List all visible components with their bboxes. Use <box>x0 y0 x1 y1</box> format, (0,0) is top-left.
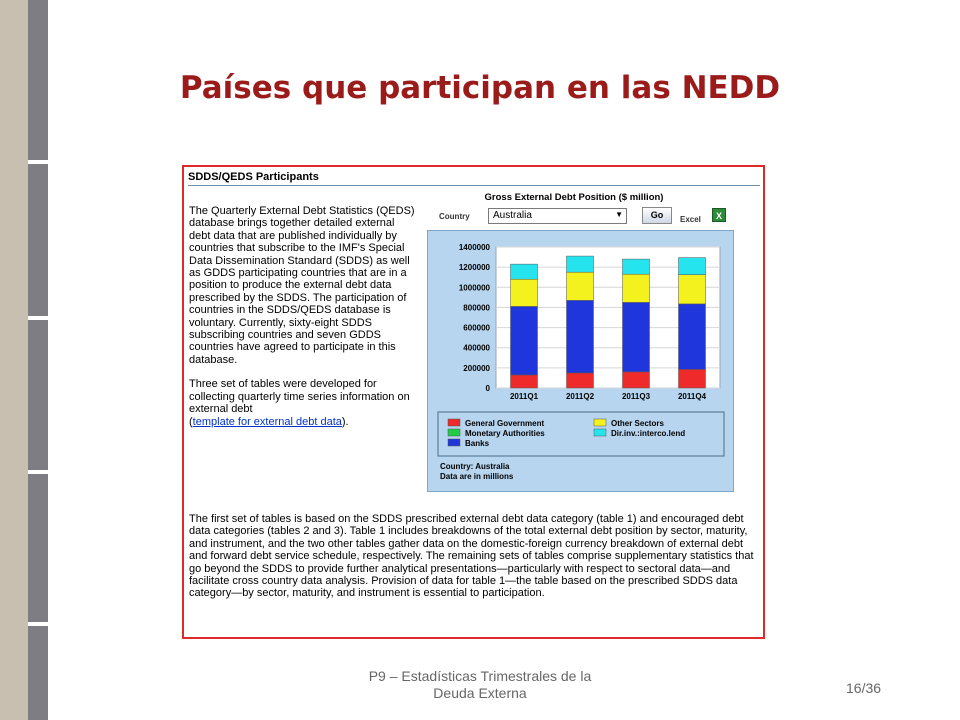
sidebar-divider <box>28 470 48 474</box>
y-tick-label: 600000 <box>463 323 490 333</box>
link-paren-close: ). <box>341 415 349 428</box>
sidebar-divider <box>28 160 48 164</box>
country-select[interactable] <box>488 208 627 224</box>
sidebar-divider <box>28 622 48 626</box>
x-tick-label: 2011Q1 <box>509 392 539 401</box>
sidebar-bar <box>28 0 48 720</box>
bar-segment <box>623 274 650 302</box>
chart-panel <box>427 230 734 492</box>
y-tick-label: 1000000 <box>458 283 490 293</box>
x-tick-label: 2011Q2 <box>565 392 595 401</box>
y-tick-label: 800000 <box>463 303 490 313</box>
slide-title: Países que participan en las NEDD <box>179 70 781 106</box>
panel-heading: SDDS/QEDS Participants <box>188 171 760 186</box>
template-link[interactable]: template for external debt data <box>192 415 342 428</box>
bar-segment <box>679 275 706 304</box>
legend-label: Other Sectors <box>611 419 664 428</box>
bar-segment <box>623 259 650 274</box>
legend-swatch <box>448 419 460 426</box>
link-paren-open: ( <box>189 415 193 428</box>
chart-title: Gross External Debt Position ($ million) <box>484 192 664 203</box>
excel-icon[interactable]: X <box>712 208 726 222</box>
body-text: The first set of tables is based on the SDDS prescribed external debt data category (table 1) and encouraged debt data categories (tables 2 and 3). Table 1 includes breakdowns of the total external debt position by sector, maturity, and instrument, and the two other tables gather data on the domestic-foreign currency breakdown of external debt and forward debt service schedule, respectively. The remaining sets of tables comprise supplementary statistics that go beyond the SDDS to provide further analytical presentations—particularly with respect to sectoral data—and facilitate cross country data analysis. Provision of data for table 1—the table based on the prescribed SDDS data category—by sector, maturity, and instrument is essential to participation. <box>189 513 754 600</box>
page-number: 16/36 <box>846 680 882 696</box>
intro-paragraph-tables <box>189 378 417 428</box>
legend-label: Dir.inv.:interco.lend <box>611 429 686 438</box>
legend-label: Monetary Authorities <box>465 429 545 438</box>
chart-svg <box>428 231 735 493</box>
legend-swatch <box>594 429 606 436</box>
y-tick-label: 1400000 <box>458 243 490 252</box>
legend-swatch <box>448 439 460 446</box>
intro-text <box>189 205 417 440</box>
y-tick-label: 400000 <box>463 343 490 353</box>
bar-segment <box>623 302 650 371</box>
y-tick-label: 1200000 <box>458 263 490 273</box>
footer-caption-line1: P9 – Estadísticas Trimestrales de la <box>368 668 592 684</box>
country-label: Country <box>439 212 470 221</box>
legend-swatch <box>448 429 460 436</box>
slide-sidebar-decoration <box>0 0 48 720</box>
chart-note-units: Data are in millions <box>440 472 514 481</box>
bar-segment <box>567 272 594 300</box>
footer-caption-line2: Deuda Externa <box>433 685 527 701</box>
bar-segment <box>679 258 706 275</box>
bar-segment <box>511 264 538 279</box>
excel-label[interactable]: Excel <box>680 215 701 224</box>
bar-segment <box>567 300 594 373</box>
bar-segment <box>511 279 538 306</box>
bar-segment <box>511 306 538 374</box>
y-tick-label: 200000 <box>463 363 490 373</box>
legend-swatch <box>594 419 606 426</box>
legend-label: General Government <box>465 419 545 428</box>
legend-label: Banks <box>465 439 490 448</box>
country-select-value: Australia <box>493 210 532 221</box>
bar-segment <box>567 256 594 272</box>
go-button[interactable]: Go <box>642 207 672 224</box>
bar-segment <box>623 372 650 388</box>
chevron-down-icon: ▼ <box>615 210 623 219</box>
intro-paragraph: The Quarterly External Debt Statistics (QEDS) database brings together detailed external debt data that are published individually by countries that subscribe to the IMF's Special Data Dissemination Standard (SDDS) as well as GDDS participating countries that are in a position to produce the external debt data prescribed by the SDDS. The participation of countries in the SDDS/QEDS database is voluntary. Currently, sixty-eight SDDS subscribing countries and seven GDDS countries have agreed to participate in this database. <box>189 205 415 366</box>
intro-paragraph-2: Three set of tables were developed for collecting quarterly time series information on external debt <box>189 378 410 416</box>
x-tick-label: 2011Q3 <box>621 392 651 401</box>
bar-segment <box>679 369 706 388</box>
y-tick-label: 0 <box>485 384 490 393</box>
bar-segment <box>567 373 594 388</box>
footer-caption <box>330 668 630 702</box>
x-tick-label: 2011Q4 <box>677 392 707 401</box>
chart-note-country: Country: Australia <box>440 462 510 471</box>
bar-segment <box>511 375 538 388</box>
sidebar-divider <box>28 316 48 320</box>
embedded-screenshot <box>182 165 765 639</box>
bar-segment <box>679 304 706 369</box>
